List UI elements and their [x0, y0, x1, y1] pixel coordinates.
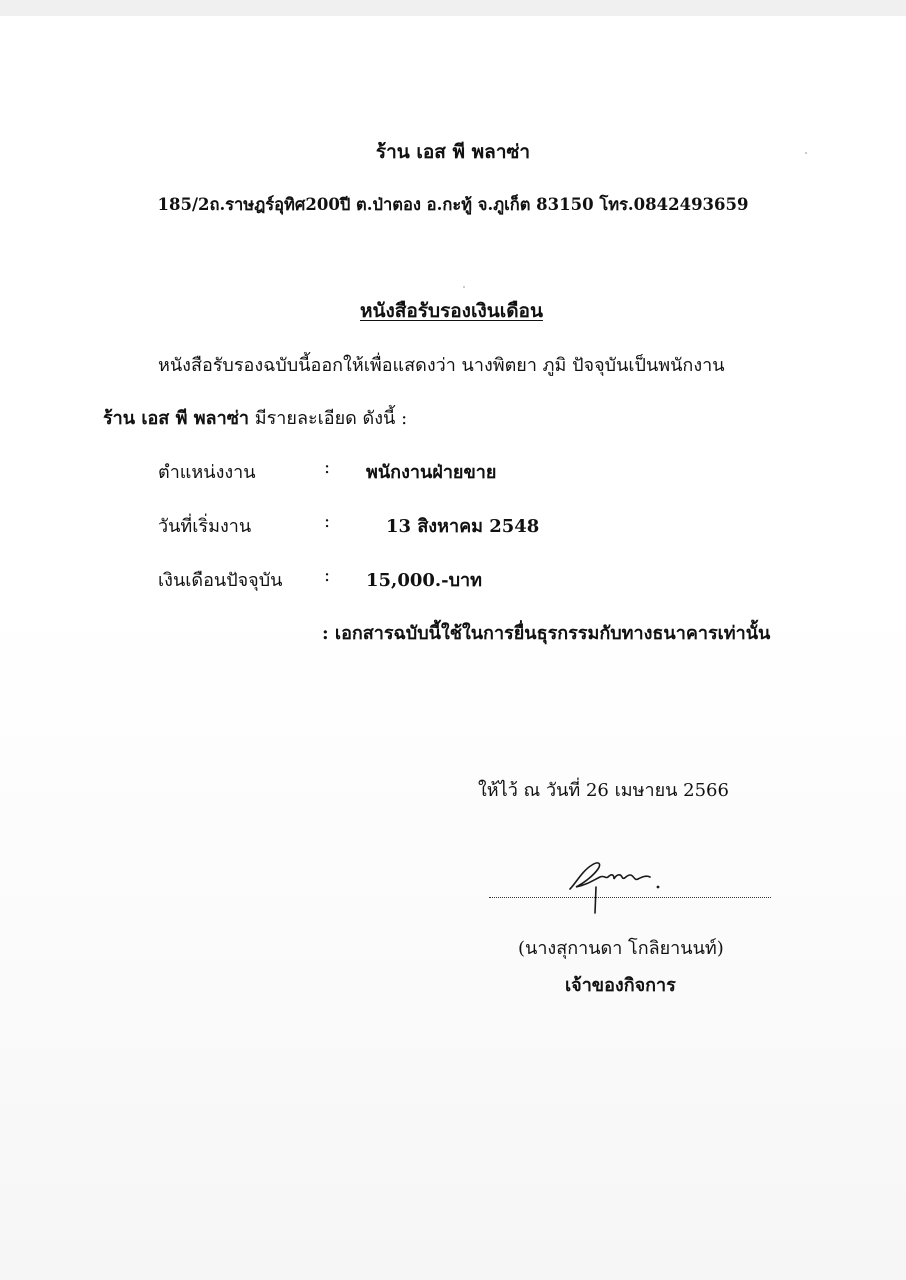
- signature-mark: [562, 853, 672, 915]
- shop-address: 185/2ถ.ราษฎร์อุทิศ200ปี ต.ป่าตอง อ.กะทู้ จ.ภูเก็ต 83150 โทร.0842493659: [157, 195, 749, 214]
- start-date-label: วันที่เริ่มงาน: [158, 516, 252, 537]
- scan-speck: [463, 286, 465, 288]
- intro-shop-name: ร้าน เอส พี พลาซ่า: [103, 408, 250, 429]
- top-strip: [0, 0, 906, 16]
- scan-speck: [805, 152, 807, 154]
- salary-colon: :: [324, 565, 331, 586]
- position-label: ตำแหน่งงาน: [158, 462, 256, 483]
- page-shade: [0, 600, 906, 1280]
- position-colon: :: [324, 457, 331, 478]
- signer-name: (นางสุกานดา โกลิยานนท์): [518, 938, 724, 959]
- intro-line-2-rest: มีรายละเอียด ดังนี้ :: [249, 408, 408, 429]
- position-value: พนักงานฝ่ายขาย: [366, 462, 497, 483]
- given-date: ให้ไว้ ณ วันที่ 26 เมษายน 2566: [478, 780, 729, 801]
- intro-line-1: หนังสือรับรองฉบับนี้ออกให้เพื่อแสดงว่า นางพิตยา ภูมิ ปัจจุบันเป็นพนักงาน: [158, 355, 725, 376]
- document-title: หนังสือรับรองเงินเดือน: [360, 300, 543, 322]
- intro-line-2: [103, 403, 407, 432]
- start-date-value: 13 สิงหาคม 2548: [386, 516, 540, 537]
- salary-label: เงินเดือนปัจจุบัน: [158, 570, 283, 591]
- signer-role: เจ้าของกิจการ: [565, 975, 676, 996]
- start-date-colon: :: [324, 511, 331, 532]
- shop-name: ร้าน เอส พี พลาซ่า: [375, 141, 531, 163]
- salary-value: 15,000.-บาท: [366, 570, 483, 591]
- usage-note: : เอกสารฉบับนี้ใช้ในการยื่นธุรกรรมกับทางธนาคารเท่านั้น: [322, 623, 771, 644]
